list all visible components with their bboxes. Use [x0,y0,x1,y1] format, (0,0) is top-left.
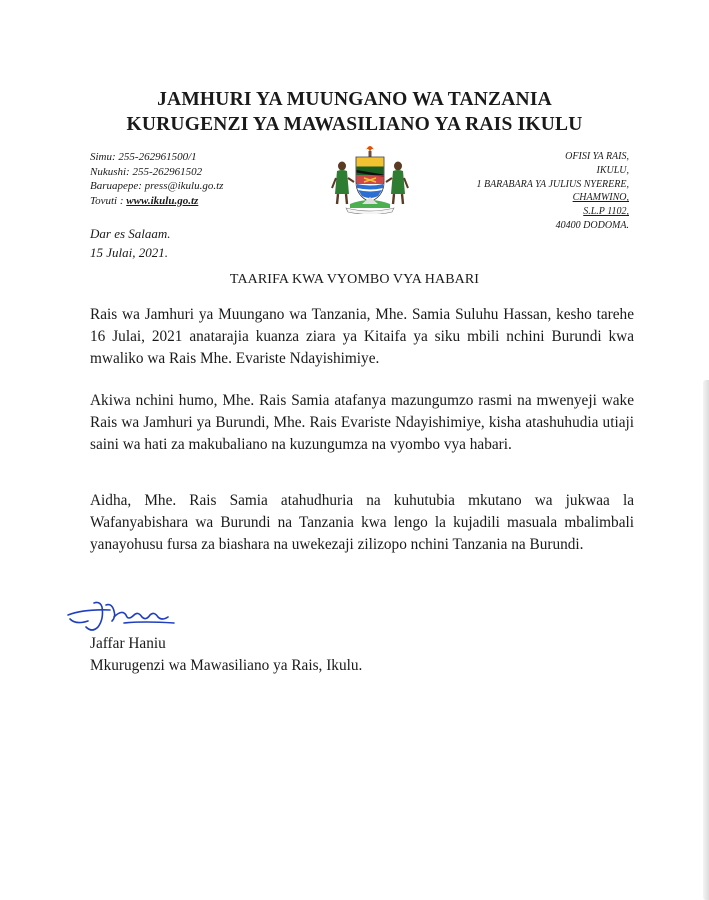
paragraph-2: Akiwa nchini humo, Mhe. Rais Samia atafanya mazungumzo rasmi na mwenyeji wake Rais wa Jamhuri ya Burundi, Mhe. Rais Evariste Ndayishimiye, kisha atashuhudia utiaji saini wa hati za makubaliano na kuzungumza na vyombo vya habari. [90,392,634,453]
paragraph-3: Aidha, Mhe. Rais Samia atahudhuria na kuhutubia mkutano wa jukwaa la Wafanyabishara wa Burundi na Tanzania kwa lengo la kujadili masuala mbalimbali yanayohusu fursa za biashara na uwekezaji zilizopo nchini Tanzania na Burundi. [90,492,634,553]
fax-line: Nukushi: 255-262961502 [90,165,203,178]
place-date-block [90,224,171,262]
header-subtitle: KURUGENZI YA MAWASILIANO YA RAIS IKULU [126,114,583,135]
address-line-1: OFISI YA RAIS, [565,151,629,162]
place-line: Dar es Salaam. [90,226,171,241]
scrollbar[interactable] [703,380,709,900]
signer-name: Jaffar Haniu [90,635,166,652]
address-line-6: 40400 DODOMA. [555,219,629,231]
handwritten-signature-icon [64,597,204,637]
tanzania-coat-of-arms-icon [328,142,412,214]
website-link[interactable]: www.ikulu.go.tz [126,194,199,207]
document-title: TAARIFA KWA VYOMBO VYA HABARI [229,272,480,287]
contact-block-left [90,150,223,208]
website-line [90,194,223,209]
address-line-3: 1 BARABARA YA JULIUS NYERERE, [476,178,629,190]
website-label: Tovuti : [90,194,127,207]
address-line-2: IKULU, [596,164,629,176]
date-line: 15 Julai, 2021. [90,245,168,260]
address-line-4: CHAMWINO, [572,192,629,204]
contact-block-right [476,150,629,233]
address-line-5: S.L.P 1102, [583,206,629,218]
phone-line: Simu: 255-262961500/1 [90,151,197,163]
paragraph-1: Rais wa Jamhuri ya Muungano wa Tanzania, Mhe. Samia Suluhu Hassan, kesho tarehe 16 Julai, 2021 anatarajia kuanza ziara ya Kitaifa ya siku mbili nchini Burundi kwa mwaliko wa Rais Mhe. Evariste Ndayishimiye. [90,306,634,367]
signer-position: Mkurugenzi wa Mawasiliano ya Rais, Ikulu. [90,657,363,674]
signer-block [90,633,362,677]
email-line: Baruapepe: press@ikulu.go.tz [90,180,224,192]
header-title: JAMHURI YA MUUNGANO WA TANZANIA [157,89,552,110]
